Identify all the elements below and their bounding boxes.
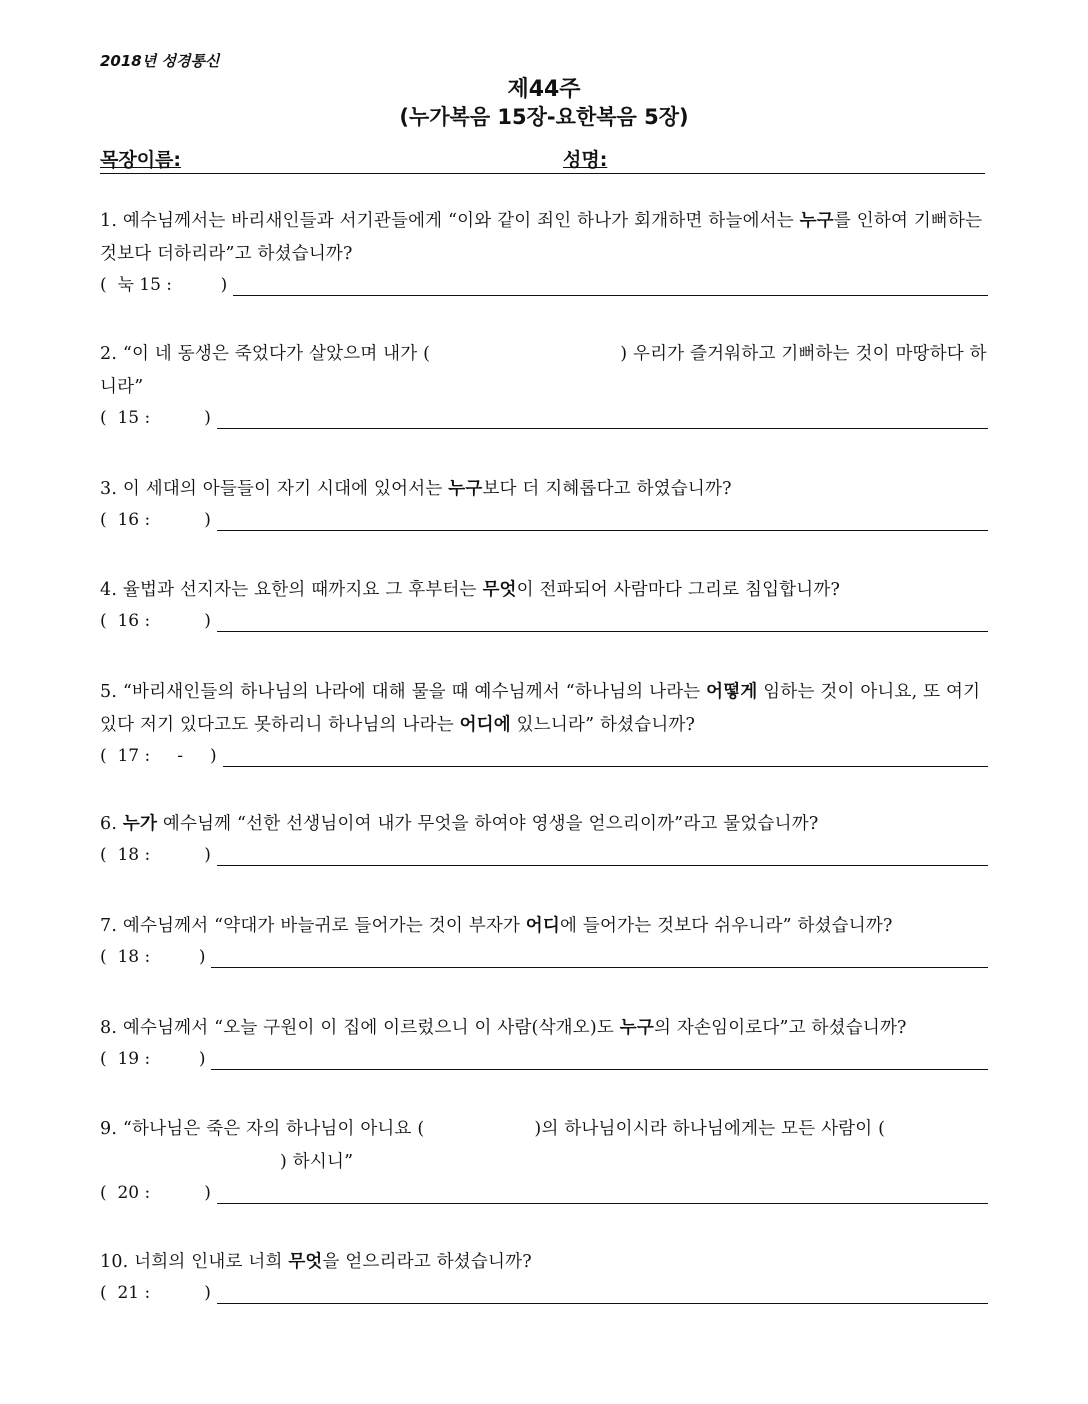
parish-field[interactable] [100, 173, 568, 174]
answer-line[interactable] [223, 766, 988, 767]
answer-row [100, 742, 988, 773]
verse-ref: ( 눅 15 : ) [100, 275, 228, 295]
answer-line[interactable] [217, 865, 988, 866]
question-text: 6. 누가 예수님께 “선한 선생님이여 내가 무엇을 하여야 영생을 얻으리이까”라고 물었습니까? [100, 814, 819, 834]
verse-ref: ( 16 : ) [100, 611, 211, 631]
question-text: 10. 너희의 인내로 너희 무엇을 얻으리라고 하셨습니까? [100, 1252, 532, 1272]
question-7 [100, 910, 988, 974]
verse-ref: ( 19 : ) [100, 1049, 206, 1069]
question-text: 5. “바리새인들의 하나님의 나라에 대해 물을 때 예수님께서 “하나님의 나라는 어떻게 임하는 것이 아니요, 또 여기 있다 저기 있다고도 못하리니 하나님의 나라는 어디에 있느니라” 하셨습니까? [100, 682, 981, 735]
parish-label: 목장이름: [100, 149, 182, 171]
question-10 [100, 1246, 988, 1310]
verse-ref: ( 17 : - ) [100, 746, 217, 766]
verse-ref: ( 18 : ) [100, 845, 211, 865]
question-1 [100, 205, 988, 302]
verse-ref: ( 20 : ) [100, 1183, 211, 1203]
question-text: 1. 예수님께서는 바리새인들과 서기관들에게 “이와 같이 죄인 하나가 회개하면 하늘에서는 누구를 인하여 기뻐하는 것보다 더하리라”고 하셨습니까? [100, 211, 983, 264]
question-4 [100, 574, 988, 638]
page-title: 제44주 [507, 77, 581, 102]
question-5 [100, 676, 988, 773]
answer-line[interactable] [211, 1069, 988, 1070]
question-8 [100, 1012, 988, 1076]
header-note: 2018년 성경통신 [100, 52, 220, 70]
question-text: 4. 율법과 선지자는 요한의 때까지요 그 후부터는 무엇이 전파되어 사람마다 그리로 침입합니까? [100, 580, 841, 600]
question-2 [100, 338, 988, 435]
question-3 [100, 473, 988, 537]
question-6 [100, 808, 988, 872]
answer-line[interactable] [217, 1203, 988, 1204]
question-text: 9. “하나님은 죽은 자의 하나님이 아니요 ( )의 하나님이시라 하나님에게는 모든 사람이 () 하시니” [100, 1119, 886, 1172]
name-label: 성명: [563, 149, 608, 171]
answer-row [100, 271, 988, 302]
question-text: 8. 예수님께서 “오늘 구원이 이 집에 이르렀으니 이 사람(삭개오)도 누구의 자손임이로다”고 하셨습니까? [100, 1018, 907, 1038]
question-text: 3. 이 세대의 아들들이 자기 시대에 있어서는 누구보다 더 지혜롭다고 하였습니까? [100, 479, 732, 499]
answer-row [100, 404, 988, 435]
answer-line[interactable] [217, 530, 988, 531]
answer-row [100, 841, 988, 872]
question-9 [100, 1113, 988, 1210]
question-text: 7. 예수님께서 “약대가 바늘귀로 들어가는 것이 부자가 어디에 들어가는 것보다 쉬우니라” 하셨습니까? [100, 916, 893, 936]
answer-row [100, 1179, 988, 1210]
answer-line[interactable] [217, 1303, 988, 1304]
verse-ref: ( 18 : ) [100, 947, 206, 967]
answer-row [100, 943, 988, 974]
answer-line[interactable] [217, 631, 988, 632]
verse-ref: ( 16 : ) [100, 510, 211, 530]
answer-row [100, 1279, 988, 1310]
verse-ref: ( 21 : ) [100, 1283, 211, 1303]
page-subtitle: (누가복음 15장-요한복음 5장) [399, 105, 689, 129]
answer-line[interactable] [211, 967, 988, 968]
answer-row [100, 1045, 988, 1076]
answer-row [100, 506, 988, 537]
name-field[interactable] [563, 173, 985, 174]
answer-line[interactable] [217, 428, 988, 429]
question-text: 2. “이 네 동생은 죽었다가 살았으며 내가 ( ) 우리가 즐거워하고 기뻐하는 것이 마땅하다 하니라” [100, 344, 987, 397]
verse-ref: ( 15 : ) [100, 408, 211, 428]
answer-row [100, 607, 988, 638]
answer-line[interactable] [233, 295, 988, 296]
fields-row [100, 148, 985, 174]
